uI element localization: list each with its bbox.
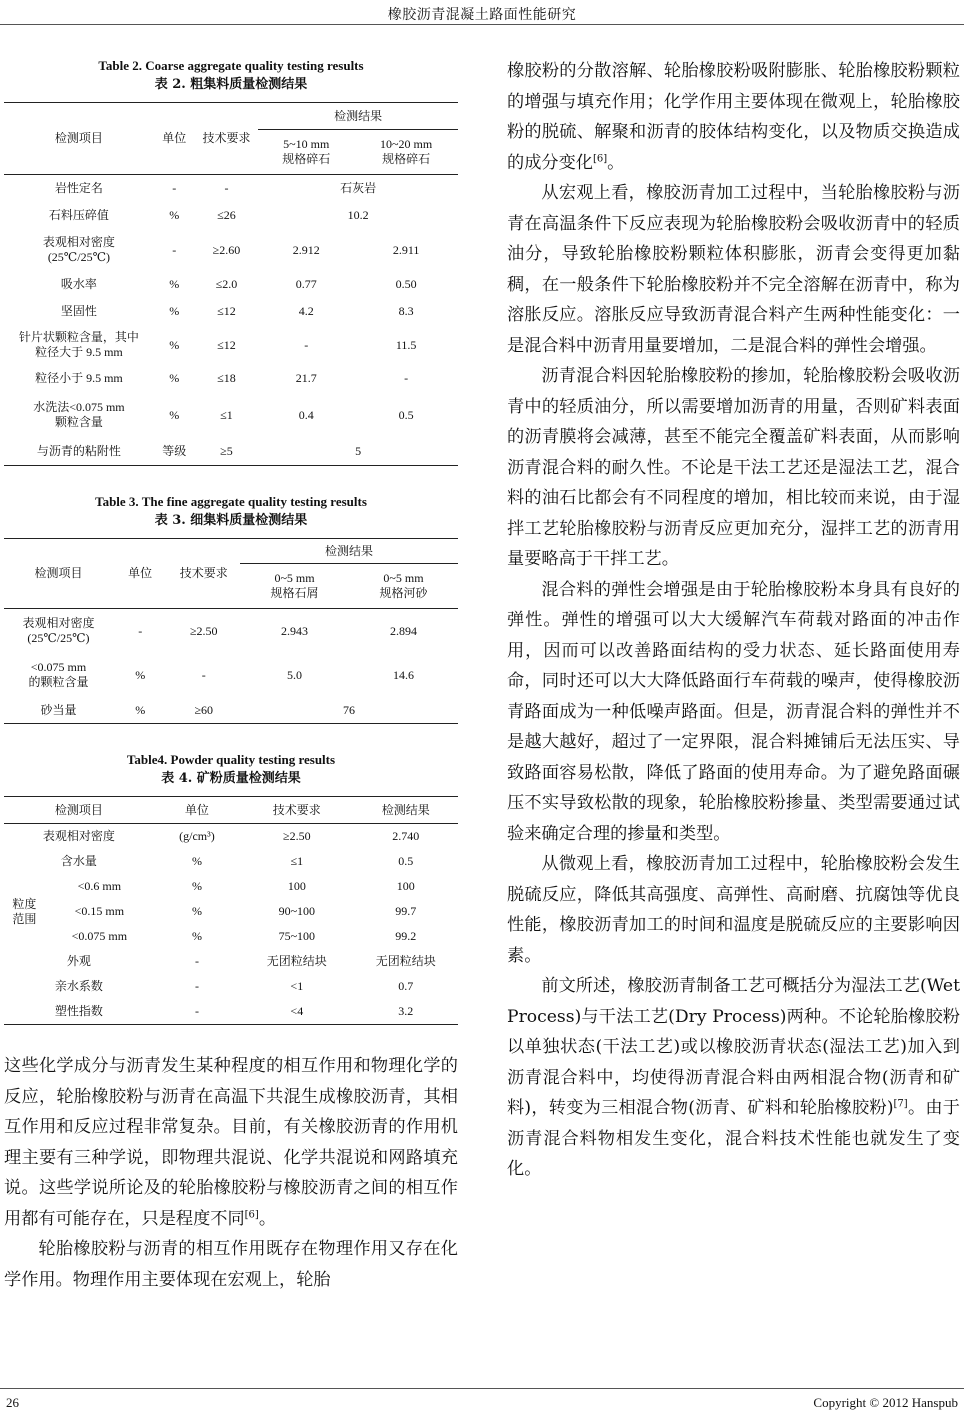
t3-h-unit: 单位	[113, 539, 167, 609]
citation: [7]	[893, 1098, 908, 1110]
table-row: 表观相对密度 (25℃/25℃) - ≥2.60 2.912 2.911	[42, 235, 420, 264]
t4-h-result: 检测结果	[354, 797, 458, 824]
table-row: 外观 - 无团粒结块 无团粒结块	[66, 954, 436, 968]
table-row: 含水量 % ≤1 0.5	[60, 854, 414, 868]
table-row: <0.075 mm % 75~100 99.2	[71, 929, 417, 943]
t4-group-label: 粒度 范围	[12, 896, 37, 926]
table3-caption-en: Table 3. The fine aggregate quality testing results	[95, 494, 367, 509]
t3-h-col2: 0~5 mm 规格河砂	[379, 571, 428, 600]
table-row: 坚固性 % ≤12 4.2 8.3	[60, 304, 414, 318]
body-paragraph: 前文所述，橡胶沥青制备工艺可概括分为湿法工艺(Wet Process)与干法工艺(Dry Process)两种。不论轮胎橡胶粉以单独状态(干法工艺)或以橡胶沥青状态(湿法工艺)加入到沥青混合料中，均使得沥青混合料由两相混合物(沥青和矿料)，转变为三相混合物(沥青、矿料和轮胎橡胶粉)[7]。由于沥青混合料物相发生变化，混合料技术性能也就发生了变化。	[507, 976, 960, 1179]
body-paragraph: 沥青混合料因轮胎橡胶粉的掺加，轮胎橡胶粉会吸收沥青中的轻质油分，所以需要增加沥青的用量，否则矿料表面的沥青膜将会减薄，甚至不能完全覆盖矿料表面，从而影响沥青混合料的耐久性。不论是干法工艺还是湿法工艺，混合料的油石比都会有不同程度的增加，相比较而来说，由于湿拌工艺轮胎橡胶粉与沥青反应更加充分，湿拌工艺的沥青用量要略高于干拌工艺。	[507, 366, 960, 569]
running-title: 橡胶沥青混凝土路面性能研究	[387, 7, 577, 23]
body-paragraph: 这些化学成分与沥青发生某种程度的相互作用和物理化学的反应，轮胎橡胶粉与沥青在高温下共混生成橡胶沥青，其相互作用和反应过程非常复杂。目前，有关橡胶沥青的作用机理主要有三种学说，即物理共混说、化学共混说和网路填充说。这些学说所论及的轮胎橡胶粉与橡胶沥青之间的相互作用都有可能存在，只是程度不同[6]。	[4, 1056, 458, 1229]
body-paragraph: 混合料的弹性会增强是由于轮胎橡胶粉本身具有良好的弹性。弹性的增强可以大大缓解汽车荷载对路面的冲击作用，因而可以改善路面结构的受力状态、延长路面使用寿命，同时还可以大大降低路面行车荷载的噪声，使得橡胶沥青路面成为一种低噪声路面。但是，沥青混合料的弹性并不是越大越好，超过了一定界限，混合料摊铺后无法压实、导致路面容易松散，降低了路面的使用寿命。为了避免路面碾压不实导致松散的现象，轮胎橡胶粉掺量、类型需要通过试验来确定合理的掺量和类型。	[507, 579, 960, 844]
table4-caption-zh: 表 4. 矿粉质量检测结果	[161, 771, 301, 786]
t3-h-col1: 0~5 mm 规格石屑	[270, 571, 319, 600]
table-row: 表观相对密度 (25℃/25℃) - ≥2.50 2.943 2.894	[4, 609, 458, 654]
table3	[4, 538, 458, 724]
table3-caption-zh: 表 3. 细集料质量检测结果	[154, 513, 308, 528]
table-row: 塑性指数 - <4 3.2	[4, 999, 458, 1025]
t2-h-col1: 5~10 mm 规格碎石	[282, 137, 331, 166]
table-row: 岩性定名 - - 石灰岩	[4, 175, 458, 203]
t2-h-col2: 10~20 mm 规格碎石	[380, 137, 433, 166]
t3-h-req: 技术要求	[167, 539, 240, 609]
table-row: 表观相对密度 (g/cm³) ≥2.50 2.740	[4, 824, 458, 850]
header-rule	[0, 24, 964, 25]
t2-h-req: 技术要求	[195, 103, 259, 175]
table-row: 水洗法<0.075 mm 颗粒含量 % ≤1 0.4 0.5	[33, 400, 414, 429]
table-row: 粒度 范围 <0.6 mm % 100 100	[4, 874, 458, 899]
t3-h-item: 检测项目	[4, 539, 113, 609]
table4-caption-en: Table4. Powder quality testing results	[126, 752, 336, 767]
table-row: 针片状颗粒含量，其中 粒径大于 9.5 mm % ≤12 - 11.5	[18, 330, 417, 359]
table-row: 与沥青的粘附性 等级 ≥5 5	[4, 438, 458, 466]
table-row: 石料压碎值 % ≤26 10.2	[48, 208, 369, 222]
t3-h-result: 检测结果	[240, 539, 458, 564]
citation: [6]	[592, 152, 608, 164]
body-paragraph: 橡胶粉的分散溶解、轮胎橡胶粉吸附膨胀、轮胎橡胶粉颗粒的增强与填充作用；化学作用主要体现在微观上，轮胎橡胶粉的脱硫、解聚和沥青的胶体结构变化，以及物质交换造成的成分变化[6]。	[507, 61, 960, 173]
table-row: 吸水率 % ≤2.0 0.77 0.50	[60, 277, 417, 291]
table-row: 亲水系数 - <1 0.7	[54, 979, 414, 993]
body-paragraph: 轮胎橡胶粉与沥青的相互作用既存在物理作用又存在化学作用。物理作用主要体现在宏观上，轮胎	[4, 1239, 458, 1290]
body-paragraph: 从微观上看，橡胶沥青加工过程中，轮胎橡胶粉会发生脱硫反应，降低其高强度、高弹性、高耐磨、抗腐蚀等优良性能，橡胶沥青加工的时间和温度是脱硫反应的主要影响因素。	[507, 854, 960, 966]
table-row: <0.075 mm 的颗粒含量 % - 5.0 14.6	[28, 660, 414, 689]
citation: [6]	[244, 1208, 259, 1220]
table-row: 粒径小于 9.5 mm % ≤18 21.7 -	[35, 371, 409, 385]
footer-rule	[0, 1388, 964, 1389]
table-row: 砂当量 % ≥60 76	[4, 697, 458, 724]
copyright-notice: Copyright © 2012 Hanspub	[813, 1395, 958, 1410]
table2-caption-en: Table 2. Coarse aggregate quality testing results	[98, 58, 364, 73]
t2-h-unit: 单位	[154, 103, 195, 175]
t2-h-result: 检测结果	[258, 103, 458, 130]
t4-h-unit: 单位	[154, 797, 240, 824]
left-column	[4, 56, 458, 1295]
table2	[4, 102, 458, 466]
table4	[4, 796, 458, 1025]
page-number: 26	[6, 1395, 19, 1410]
body-paragraph: 从宏观上看，橡胶沥青加工过程中，当轮胎橡胶粉与沥青在高温条件下反应表现为轮胎橡胶粉会吸收沥青中的轻质油分，导致轮胎橡胶粉颗粒体积膨胀，沥青会变得更加黏稠，在一般条件下轮胎橡胶粉并不完全溶解在沥青中，称为溶胀反应。溶胀反应导致沥青混合料产生两种性能变化：一是混合料中沥青用量要增加，二是混合料的弹性会增强。	[507, 183, 960, 356]
t4-h-item: 检测项目	[4, 797, 154, 824]
t2-h-item: 检测项目	[4, 103, 154, 175]
table2-caption-zh: 表 2. 粗集料质量检测结果	[154, 77, 308, 92]
t4-h-req: 技术要求	[240, 797, 354, 824]
table-row: <0.15 mm % 90~100 99.7	[74, 904, 417, 918]
right-column	[507, 56, 960, 1185]
